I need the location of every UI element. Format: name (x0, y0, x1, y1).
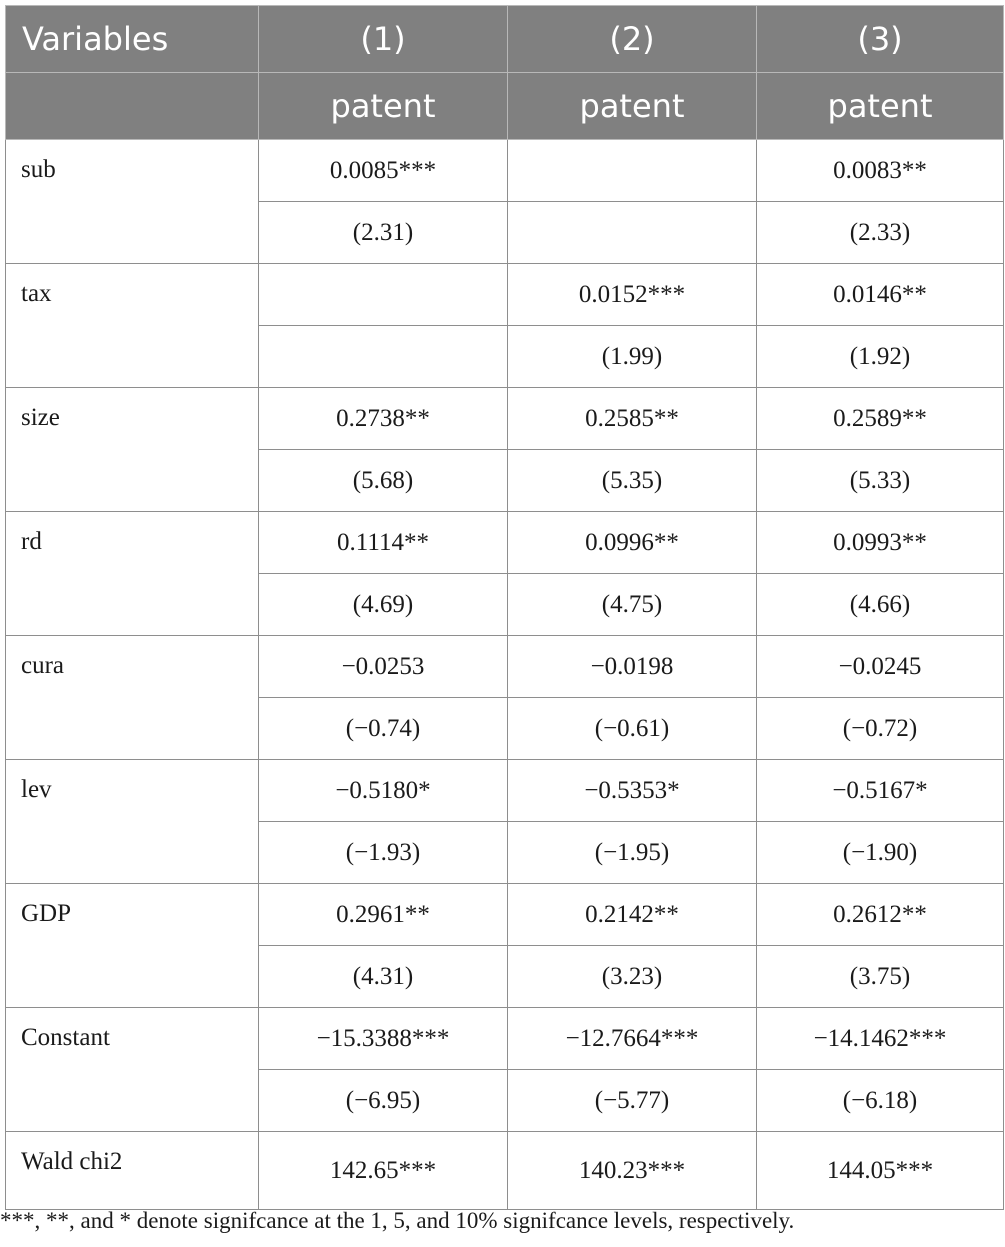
coef-cell: −15.3388*** (259, 1008, 508, 1070)
tstat-cell: (5.35) (508, 450, 757, 512)
tstat-cell: (4.31) (259, 946, 508, 1008)
header-dep-1: patent (259, 73, 508, 140)
tstat-cell: (2.33) (757, 202, 1004, 264)
header-row-1 (6, 6, 1004, 73)
regression-table (5, 5, 1004, 1210)
table-row (6, 512, 1004, 574)
tstat-cell: (5.68) (259, 450, 508, 512)
row-name: size (6, 388, 259, 512)
tstat-cell (508, 202, 757, 264)
tstat-cell: (4.69) (259, 574, 508, 636)
tstat-cell: (−0.72) (757, 698, 1004, 760)
coef-cell: 0.2589** (757, 388, 1004, 450)
header-col-1: (1) (259, 6, 508, 73)
table-footnote: ***, **, and * denote signifcance at the 1, 5, and 10% signifcance levels, respectively. (0, 1208, 795, 1233)
coef-cell (259, 264, 508, 326)
tstat-cell: (−6.95) (259, 1070, 508, 1132)
coef-cell: −0.5167* (757, 760, 1004, 822)
header-dep-2: patent (508, 73, 757, 140)
coef-cell: −0.0198 (508, 636, 757, 698)
row-name: lev (6, 760, 259, 884)
coef-cell: −0.0253 (259, 636, 508, 698)
tstat-cell: (4.75) (508, 574, 757, 636)
tstat-cell: (−5.77) (508, 1070, 757, 1132)
header-row-2 (6, 73, 1004, 140)
tstat-cell: (−1.93) (259, 822, 508, 884)
coef-cell: 0.2961** (259, 884, 508, 946)
coef-cell: 0.0996** (508, 512, 757, 574)
row-name: GDP (6, 884, 259, 1008)
table-row (6, 760, 1004, 822)
tstat-cell: (−1.90) (757, 822, 1004, 884)
wald-cell: 144.05*** (757, 1132, 1004, 1210)
tstat-cell: (4.66) (757, 574, 1004, 636)
tstat-cell: (3.75) (757, 946, 1004, 1008)
table-row (6, 884, 1004, 946)
coef-cell: −0.5180* (259, 760, 508, 822)
tstat-cell: (3.23) (508, 946, 757, 1008)
header-variables: Variables (6, 6, 259, 73)
row-name: Wald chi2 (6, 1132, 259, 1210)
coef-cell: 0.2585** (508, 388, 757, 450)
tstat-cell: (−0.61) (508, 698, 757, 760)
coef-cell: −14.1462*** (757, 1008, 1004, 1070)
coef-cell: 0.2142** (508, 884, 757, 946)
row-name: cura (6, 636, 259, 760)
row-name: sub (6, 140, 259, 264)
header-dep-3: patent (757, 73, 1004, 140)
table-row (6, 264, 1004, 326)
coef-cell: 0.0085*** (259, 140, 508, 202)
tstat-cell: (−1.95) (508, 822, 757, 884)
coef-cell: 0.0146** (757, 264, 1004, 326)
coef-cell: −0.5353* (508, 760, 757, 822)
coef-cell: 0.2612** (757, 884, 1004, 946)
header-empty (6, 73, 259, 140)
row-name: Constant (6, 1008, 259, 1132)
coef-cell: 0.1114** (259, 512, 508, 574)
wald-cell: 140.23*** (508, 1132, 757, 1210)
coef-cell: 0.2738** (259, 388, 508, 450)
table-row (6, 388, 1004, 450)
row-name: rd (6, 512, 259, 636)
tstat-cell: (1.99) (508, 326, 757, 388)
tstat-cell: (−6.18) (757, 1070, 1004, 1132)
coef-cell (508, 140, 757, 202)
coef-cell: 0.0083** (757, 140, 1004, 202)
tstat-cell: (5.33) (757, 450, 1004, 512)
tstat-cell: (−0.74) (259, 698, 508, 760)
header-col-2: (2) (508, 6, 757, 73)
wald-cell: 142.65*** (259, 1132, 508, 1210)
coef-cell: 0.0152*** (508, 264, 757, 326)
tstat-cell (259, 326, 508, 388)
row-name: tax (6, 264, 259, 388)
table-row (6, 1008, 1004, 1070)
table-row (6, 140, 1004, 202)
coef-cell: 0.0993** (757, 512, 1004, 574)
coef-cell: −12.7664*** (508, 1008, 757, 1070)
tstat-cell: (1.92) (757, 326, 1004, 388)
tstat-cell: (2.31) (259, 202, 508, 264)
header-col-3: (3) (757, 6, 1004, 73)
table-row (6, 636, 1004, 698)
coef-cell: −0.0245 (757, 636, 1004, 698)
table-row-wald (6, 1132, 1004, 1210)
